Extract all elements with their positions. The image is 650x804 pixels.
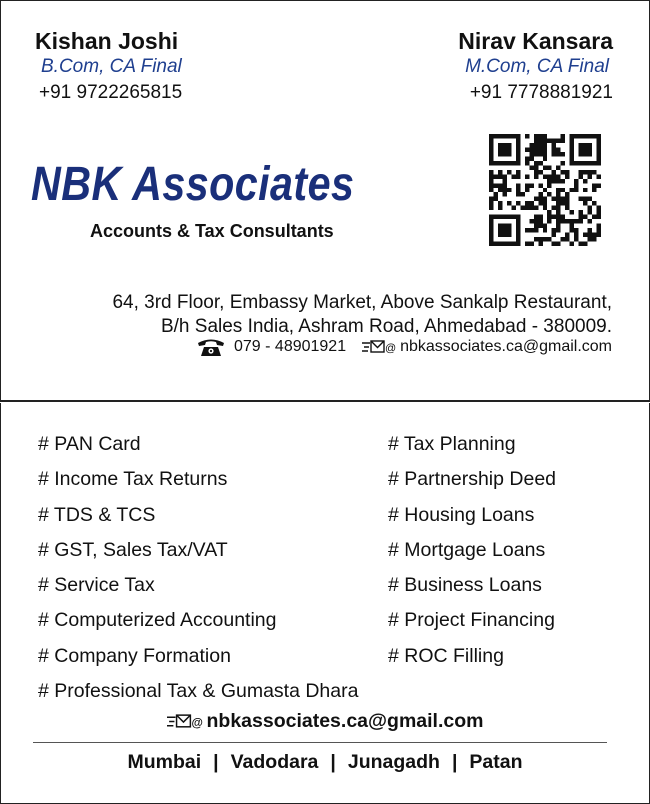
service-item: # Housing Loans: [388, 503, 535, 526]
brand-name: NBK Associates: [31, 158, 355, 211]
tagline: Accounts & Tax Consultants: [90, 221, 334, 241]
city-name: Junagadh: [347, 751, 440, 773]
address-line-1: 64, 3rd Floor, Embassy Market, Above Sankalp Restaurant,: [112, 292, 612, 313]
city-name: Vadodara: [230, 751, 319, 773]
city-name: Mumbai: [127, 751, 202, 773]
service-item: # Income Tax Returns: [38, 468, 228, 491]
telephone-icon: [196, 337, 226, 357]
landline-number: 079 - 48901921: [234, 338, 347, 355]
service-item: # Business Loans: [388, 574, 542, 597]
service-item: # Company Formation: [38, 644, 231, 667]
service-item: # Service Tax: [38, 574, 155, 597]
divider: [33, 742, 607, 743]
bottom-email-link[interactable]: nbkassociates.ca@gmail.com: [206, 710, 484, 732]
address: [112, 291, 612, 339]
service-item: # GST, Sales Tax/VAT: [38, 538, 228, 561]
city-separator: |: [451, 751, 458, 773]
service-item: # Tax Planning: [388, 433, 516, 455]
service-item: # Professional Tax & Gumasta Dhara: [38, 680, 359, 703]
service-item: # Mortgage Loans: [388, 538, 546, 561]
service-item: # Project Financing: [388, 609, 555, 632]
contact-row: [196, 337, 612, 357]
left-partner-name: Kishan Joshi: [35, 28, 179, 54]
city-separator: |: [330, 751, 336, 773]
qr-code-icon: [489, 134, 601, 246]
left-partner-qualification: B.Com, CA Final: [41, 56, 182, 77]
services-left-column: [38, 427, 358, 709]
services-right-column: [388, 427, 556, 674]
left-partner-phone: +91 9722265815: [39, 82, 183, 103]
address-line-2: B/h Sales India, Ashram Road, Ahmedabad - 380009.: [160, 316, 612, 337]
city-separator: |: [213, 751, 219, 773]
right-partner-phone: +91 7778881921: [469, 82, 613, 103]
service-item: # PAN Card: [38, 433, 141, 455]
svg-text:@: @: [190, 716, 203, 730]
mail-icon: [362, 339, 397, 355]
bottom-email-row: [0, 710, 650, 733]
service-item: # ROC Filling: [388, 644, 504, 667]
service-item: # TDS & TCS: [38, 503, 156, 526]
mail-icon: [167, 713, 201, 730]
right-partner-name: Nirav Kansara: [458, 28, 613, 54]
right-partner: [458, 27, 613, 107]
svg-text:@: @: [385, 342, 397, 355]
city-list: [0, 751, 650, 774]
city-name: Patan: [469, 751, 523, 773]
service-item: # Partnership Deed: [388, 468, 557, 491]
right-partner-qualification: M.Com, CA Final: [465, 56, 609, 77]
service-item: # Computerized Accounting: [38, 609, 277, 632]
left-partner: [35, 27, 182, 107]
email-link[interactable]: nbkassociates.ca@gmail.com: [400, 338, 612, 355]
